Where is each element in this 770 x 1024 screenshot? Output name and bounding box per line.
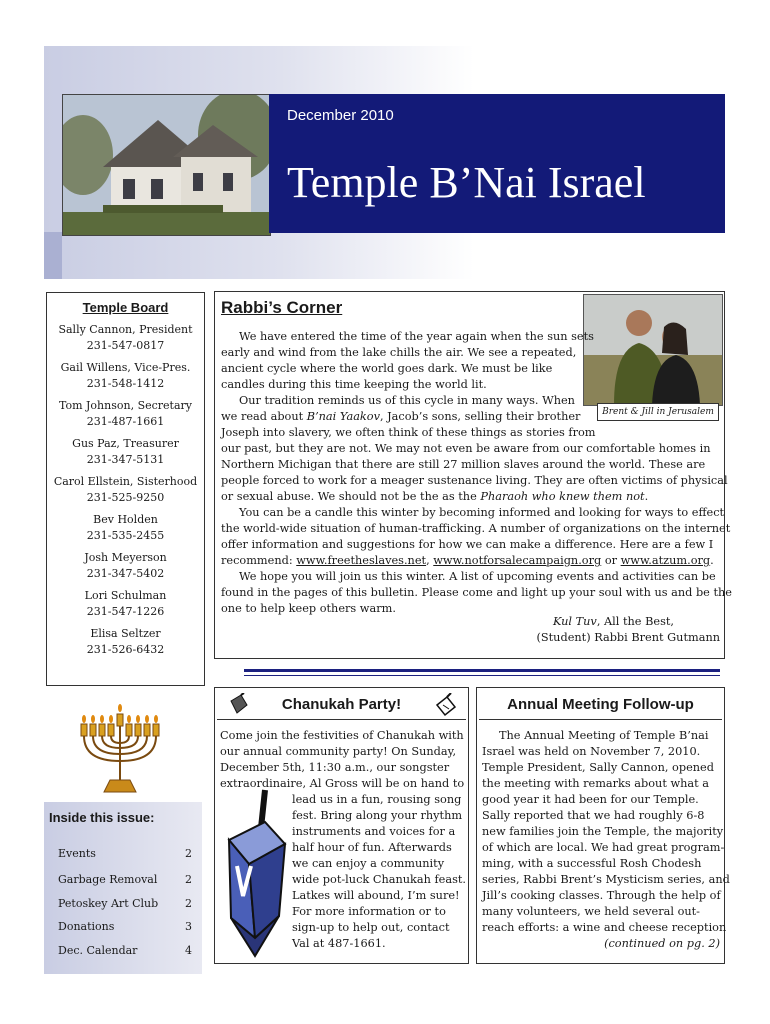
link-freetheslaves[interactable]: www.freetheslaves.net [296,554,427,567]
board-member-phone: 231-347-5131 [86,452,165,466]
rabbi-text-line: You can be a candle this winter by becoming informed and looking for ways to effect [239,506,725,519]
annual-text-line: Sally reported that we had roughly 6-8 [482,809,705,822]
temple-photo [62,94,271,236]
rabbi-signature: (Student) Rabbi Brent Gutmann [536,631,720,644]
board-member-phone: 231-547-0817 [86,338,165,352]
annual-text-line: Israel was held on November 7, 2010. [482,745,701,758]
annual-meeting-box [476,687,730,964]
rabbi-text-line: we read about B’nai Yaakov, Jacob’s sons, selling their brother [221,410,581,423]
board-member [47,626,204,657]
rabbi-text-line: Northern Michigan that there are still 27 million slaves around the world. These are [221,458,706,471]
dreidel-illustration-icon [221,788,291,958]
couple-photo-image [584,295,722,405]
board-member [47,474,204,505]
heading-rule [479,719,722,720]
rabbis-corner-box [214,291,732,659]
rabbi-text-line: We hope you will join us this winter. A list of upcoming events and activities can be [239,570,716,583]
board-member-name: Josh Meyerson [84,551,167,564]
chanukah-text-line: fest. Bring along your rhythm [292,809,463,822]
toc-item[interactable]: Donations 3 [58,920,192,933]
board-member [47,322,204,353]
rabbi-text-line: Our tradition reminds us of this cycle in many ways. When [239,394,575,407]
toc-item[interactable]: Petoskey Art Club 2 [58,897,192,910]
chanukah-text-line: sign-up to help out, contact [292,921,450,934]
board-member-name: Carol Ellstein, Sisterhood [53,475,198,488]
chanukah-text-line: our annual community party! On Sunday, [220,745,457,758]
chanukah-text-line: half hour of fun. Afterwards [292,841,452,854]
board-member-name: Sally Cannon, President [58,323,193,336]
chanukah-text-line: lead us in a fun, rousing song [292,793,462,806]
annual-text-line: the meeting with remarks about what a [482,777,710,790]
board-member-name: Lori Schulman [84,589,167,602]
rabbi-photo [583,294,723,406]
board-member-phone: 231-535-2455 [86,528,165,542]
link-notforsalecampaign[interactable]: www.notforsalecampaign.org [433,554,602,567]
rabbi-signoff: Kul Tuv, All the Best, [552,615,674,628]
rabbi-text-line: offer information and suggestions for how we can make a difference. Here are a few I [221,538,714,551]
annual-text-line: of which are local. We had great program- [482,841,725,854]
chanukah-party-box [214,687,469,964]
board-member-name: Tom Johnson, Secretary [58,399,192,412]
rabbi-text-line: early and wind from the lake chills the air. We see a repeated, [221,346,577,359]
rabbi-text-line: recommend: www.freetheslaves.net, www.notforsalecampaign.org or www.atzum.org. [221,554,714,567]
board-member [47,360,204,391]
rabbi-text-line: one to help keep others warm. [221,602,396,615]
annual-text-line: Temple President, Sally Cannon, opened [482,761,714,774]
section-divider-thin [244,675,720,676]
link-atzum[interactable]: www.atzum.org [620,554,711,567]
board-member-name: Gail Willens, Vice-Pres. [60,361,191,374]
board-member-phone: 231-526-6432 [86,642,165,656]
temple-board-heading: Temple Board [82,300,169,315]
annual-text-line: reach efforts: a wine and cheese reception [482,921,727,934]
rabbi-text-line: We have entered the time of the year again when the sun sets [239,330,594,343]
annual-text-line: new families join the Temple, the majority [482,825,724,838]
heading-rule [217,719,466,720]
board-member-name: Elisa Seltzer [90,627,161,640]
menorah-icon [74,696,166,794]
board-members-list [47,322,204,657]
board-member [47,398,204,429]
toc-item[interactable]: Events 2 [58,847,192,860]
newsletter-title: Temple B’Nai Israel [287,158,646,207]
inside-this-issue-box [44,802,202,974]
board-member [47,512,204,543]
chanukah-heading: Chanukah Party! [281,696,402,713]
board-member [47,436,204,467]
section-divider [244,669,720,672]
toc-item[interactable]: Dec. Calendar 4 [58,944,192,957]
chanukah-text-line: Come join the festivities of Chanukah with [220,729,464,742]
chanukah-text-line: extraordinaire, Al Gross will be on hand to [220,777,465,790]
rabbi-text-line: the world-wide situation of human-trafficking. A number of organizations on the internet [221,522,731,535]
board-member [47,550,204,581]
board-member-name: Gus Paz, Treasurer [72,437,179,450]
annual-text-line: Jill’s cooking classes. Through the help of [482,889,721,902]
inside-heading: Inside this issue: [49,810,155,825]
photo-caption: Brent & Jill in Jerusalem [597,403,719,421]
chanukah-text-line: Latkes will abound, I’m sure! [292,889,460,902]
chanukah-text-line: December 5th, 11:30 a.m., our songster [220,761,450,774]
annual-text-line: many volunteers, we held several out- [482,905,701,918]
chanukah-text-line: Val at 487-1661. [292,937,386,950]
chanukah-text-line: wide pot-luck Chanukah feast. [292,873,467,886]
rabbi-text-line: ancient cycle where the world goes dark. We must be like [221,362,553,375]
rabbi-text-line: people forced to work for a meager sustenance living. They are often victims of physical [221,474,728,487]
masthead-banner [269,94,725,233]
board-member-phone: 231-548-1412 [86,376,165,390]
continued-note: (continued on pg. 2) [604,937,720,950]
rabbi-text-line: found in the pages of this bulletin. Please come and light up your soul with us and be the [221,586,732,599]
toc-item[interactable]: Garbage Removal 2 [58,873,192,886]
rabbi-text-line: Joseph into slavery, we often think of these things as stories from [221,426,596,439]
board-member-phone: 231-487-1661 [86,414,165,428]
chanukah-text-line: we can enjoy a community [292,857,445,870]
temple-board-box [46,292,205,686]
board-member-phone: 231-525-9250 [86,490,165,504]
rabbi-text-line: or sexual abuse. We should not be the as the Pharaoh who knew them not. [221,490,649,503]
dreidel-small-icon-right [433,693,459,717]
annual-text-line: good year it had been for our Temple. [482,793,699,806]
board-member-phone: 231-347-5402 [86,566,165,580]
annual-text-line: ming, with a successful Rosh Chodesh [482,857,702,870]
rabbi-text-line: candles during this time keeping the world lit. [221,378,487,391]
header-accent-square [44,232,62,279]
rabbi-text-line: our past, but they are not. We may not even be aware from our comfortable homes in [221,442,711,455]
rabbis-corner-heading: Rabbi’s Corner [221,298,343,317]
board-member [47,588,204,619]
temple-building-image [63,95,270,235]
issue-date: December 2010 [287,107,394,124]
chanukah-text-line: For more information or to [292,905,446,918]
chanukah-text-line: instruments and voices for a [292,825,456,838]
annual-meeting-heading: Annual Meeting Follow-up [507,696,694,713]
board-member-phone: 231-547-1226 [86,604,165,618]
annual-text-line: The Annual Meeting of Temple B’nai [499,729,709,742]
board-member-name: Bev Holden [93,513,158,526]
annual-text-line: series, Rabbi Brent’s Mysticism series, and [482,873,730,886]
